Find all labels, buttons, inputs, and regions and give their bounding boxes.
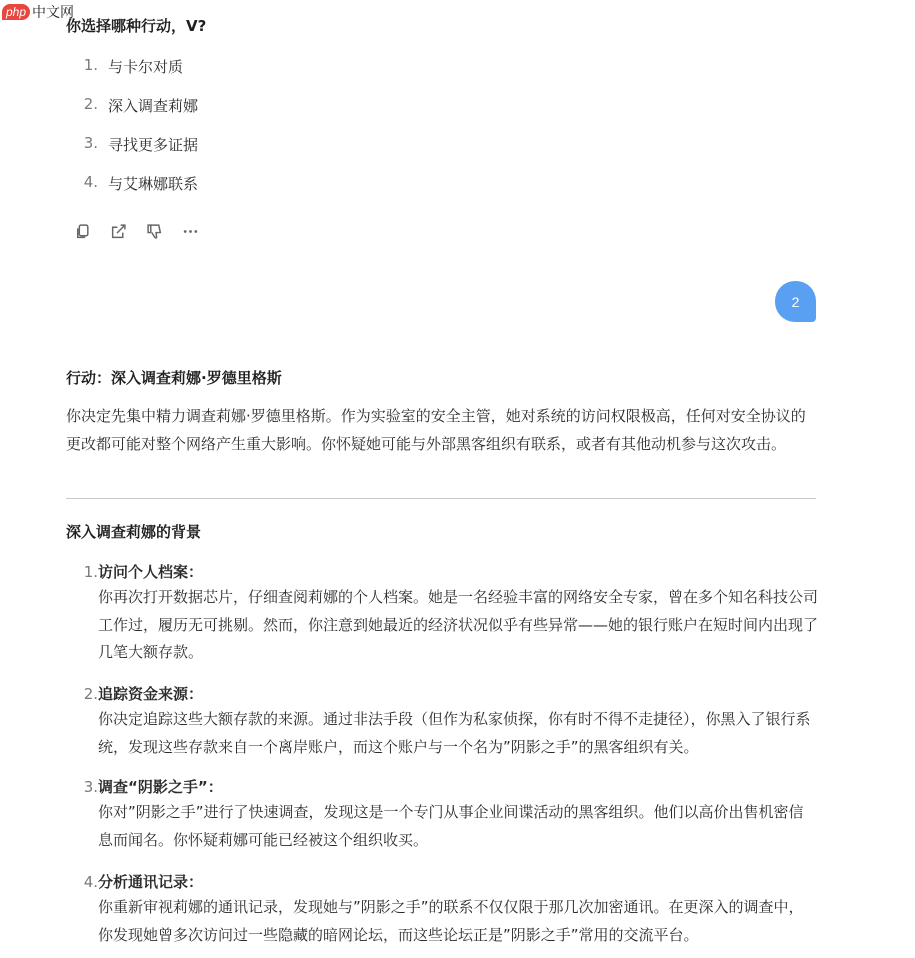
list-item [66,95,198,134]
more-icon [182,223,199,240]
list-item [66,134,198,173]
intro-paragraph: 你决定先集中精力调查莉娜·罗德里格斯。作为实验室的安全主管，她对系统的访问权限极高，任何对安全协议的更改都可能对整个网络产生重大影响。你怀疑她可能与外部黑客组织有联系，或者有其他动机参与这次攻击。 [66,407,806,453]
list-number: 4. [83,873,98,891]
logo-mark: php [2,4,30,20]
list-number: 2. [83,685,98,703]
site-logo[interactable] [2,2,74,22]
step-text: 你决定追踪这些大额存款的来源。通过非法手段（但作为私家侦探，你有时不得不走捷径），你黑入了银行系统，发现这些存款来自一个离岸账户，而这个账户与一个名为”阴影之手”的黑客组织有关。 [98,710,811,756]
list-number: 1. [83,563,98,581]
step-text: 你再次打开数据芯片，仔细查阅莉娜的个人档案。她是一名经验丰富的网络安全专家，曾在多个知名科技公司工作过，履历无可挑剔。然而，你注意到她最近的经济状况似乎有些异常——她的银行账户在短时间内出现了几笔大额存款。 [98,588,819,661]
list-text: 与卡尔对质 [108,58,184,76]
list-item [66,56,198,95]
list-item [66,560,818,682]
logo-text: 中文网 [32,5,75,21]
list-text: 寻找更多证据 [108,136,199,154]
list-item [66,870,818,955]
action-heading: 行动：深入调查莉娜·罗德里格斯 [66,369,282,387]
copy-button[interactable] [72,221,92,241]
share-icon [110,223,127,240]
list-text: 深入调查莉娜 [108,97,199,115]
copy-icon [74,223,91,240]
dislike-button[interactable] [144,221,164,241]
list-item [66,682,818,775]
step-title: 访问个人档案： [98,563,204,581]
step-title: 分析通讯记录： [98,873,204,891]
share-button[interactable] [108,221,128,241]
list-number: 1. [83,56,98,74]
more-button[interactable] [180,221,200,241]
list-number: 2. [83,95,98,113]
steps-list [66,560,818,955]
list-item [66,173,198,212]
message-actions [72,221,200,241]
step-text: 你对”阴影之手”进行了快速调查，发现这是一个专门从事企业间谍活动的黑客组织。他们以高价出售机密信息而闻名。你怀疑莉娜可能已经被这个组织收买。 [98,803,804,849]
step-title: 调查“阴影之手”： [98,778,223,796]
step-title: 追踪资金来源： [98,685,204,703]
list-number: 3. [83,134,98,152]
list-text: 与艾琳娜联系 [108,175,199,193]
thumbs-down-icon [146,223,163,240]
background-heading: 深入调查莉娜的背景 [66,523,202,541]
list-number: 4. [83,173,98,191]
list-number: 3. [83,778,98,796]
list-item [66,775,818,870]
divider [66,498,816,499]
option-list [66,56,198,212]
user-message-bubble: 2 [775,281,816,322]
question-text: 你选择哪种行动，V? [66,17,207,35]
step-text: 你重新审视莉娜的通讯记录，发现她与”阴影之手”的联系不仅仅限于那几次加密通讯。在更深入的调查中，你发现她曾多次访问过一些隐藏的暗网论坛，而这些论坛正是”阴影之手”常用的交流平台。 [98,898,804,944]
